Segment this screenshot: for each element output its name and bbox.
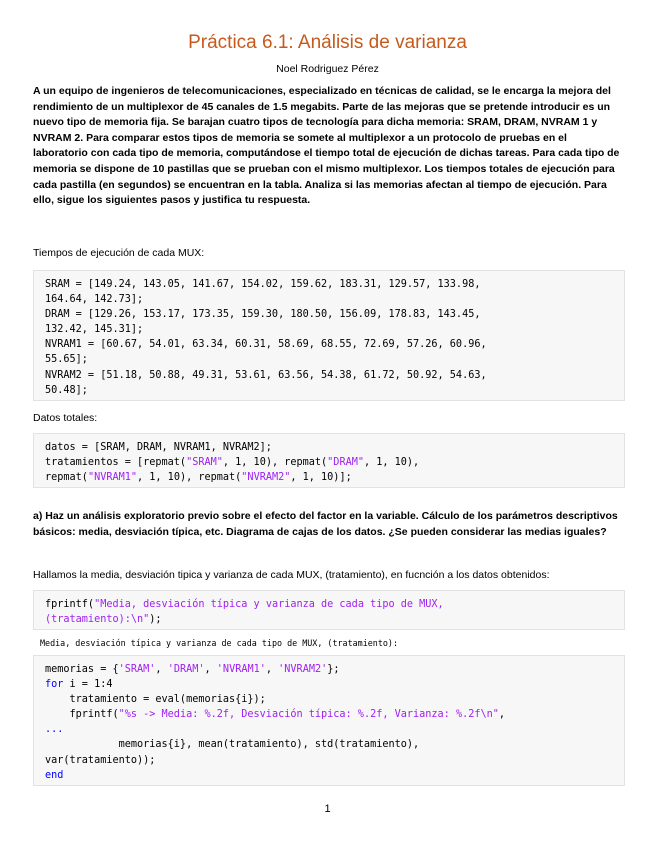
code-line: tratamientos = [repmat("SRAM", 1, 10), repmat("DRAM", 1, 10),	[45, 457, 420, 469]
code-line: 55.65];	[45, 354, 88, 366]
code-output: Media, desviación típica y varianza de cada tipo de MUX, (tratamiento):	[40, 638, 398, 648]
problem-statement: A un equipo de ingenieros de telecomunicaciones, especializado en técnicas de calidad, se le encarga la mejora del rendimiento de un multiplexor de 45 canales de 1.5 megabits. Parte de las mejoras que se pretende introducir es un nuevo tipo de memoria fija. Se barajan cuatro tipos de tecnología para dicha memoria: SRAM, DRAM, NVRAM 1 y NVRAM 2. Para comparar estos tipos de memoria se somete al multiplexor a un protocolo de pruebas en el laboratorio con cada tipo de memoria, computándose el tiempo total de ejecución de dichas tareas. Para cada tipo de memoria se dispone de 10 pastillas que se prueban con el mismo multiplexor. Los tiempos totales de ejecución para cada pastilla (en segundos) se encuentran en la tabla. Analiza si las memorias afectan al tiempo de ejecución. Para ello, sigue los siguientes pasos y justifica tu respuesta.	[33, 85, 620, 207]
code-block-data	[33, 270, 625, 401]
code-line: memorias{i}, mean(tratamiento), std(tratamiento),	[45, 739, 420, 751]
code-line: (tratamiento):\n");	[45, 614, 162, 626]
code-line: NVRAM2 = [51.18, 50.88, 49.31, 53.61, 63.56, 54.38, 61.72, 50.92, 54.63,	[45, 369, 487, 381]
code-line: fprintf("Media, desviación típica y varianza de cada tipo de MUX,	[45, 599, 444, 610]
code-line: for i = 1:4	[45, 679, 113, 691]
label-execution-times: Tiempos de ejecución de cada MUX:	[33, 247, 205, 259]
code-line: 164.64, 142.73];	[45, 294, 144, 306]
question-a: a) Haz un análisis exploratorio previo sobre el efecto del factor en la variable. Cálculo de los parámetros descriptivos básicos: media, desviación típica, etc. Diagrama de cajas de los datos. ¿Se pueden considerar las medias iguales?	[33, 510, 618, 538]
code-block-fprintf	[33, 590, 625, 630]
page-number: 1	[324, 803, 331, 815]
code-line: NVRAM1 = [60.67, 54.01, 63.34, 60.31, 58.69, 68.55, 72.69, 57.26, 60.96,	[45, 339, 487, 351]
code-line: 50.48];	[45, 384, 88, 396]
code-line: SRAM = [149.24, 143.05, 141.67, 154.02, 159.62, 183.31, 129.57, 133.98,	[45, 279, 481, 290]
code-line: end	[45, 769, 64, 781]
code-line: repmat("NVRAM1", 1, 10), repmat("NVRAM2", 1, 10)];	[45, 472, 352, 484]
code-block-totals	[33, 433, 625, 488]
code-line: datos = [SRAM, DRAM, NVRAM1, NVRAM2];	[45, 442, 272, 453]
code-block-loop	[33, 655, 625, 786]
label-mean-std: Hallamos la media, desviación tipica y varianza de cada MUX, (tratamiento), en fucnción a los datos obtenidos:	[33, 569, 550, 581]
code-line: ...	[45, 724, 64, 736]
code-line: fprintf("%s -> Media: %.2f, Desviación típica: %.2f, Varianza: %.2f\n",	[45, 709, 506, 721]
page-title: Práctica 6.1: Análisis de varianza	[188, 32, 467, 53]
author-name: Noel Rodriguez Pérez	[276, 63, 379, 75]
label-total-data: Datos totales:	[33, 412, 98, 424]
code-line: var(tratamiento));	[45, 754, 156, 766]
code-line: 132.42, 145.31];	[45, 324, 144, 336]
code-line: DRAM = [129.26, 153.17, 173.35, 159.30, 180.50, 156.09, 178.83, 143.45,	[45, 309, 481, 321]
code-line: memorias = {'SRAM', 'DRAM', 'NVRAM1', 'NVRAM2'};	[45, 664, 340, 675]
code-line: tratamiento = eval(memorias{i});	[45, 694, 266, 706]
